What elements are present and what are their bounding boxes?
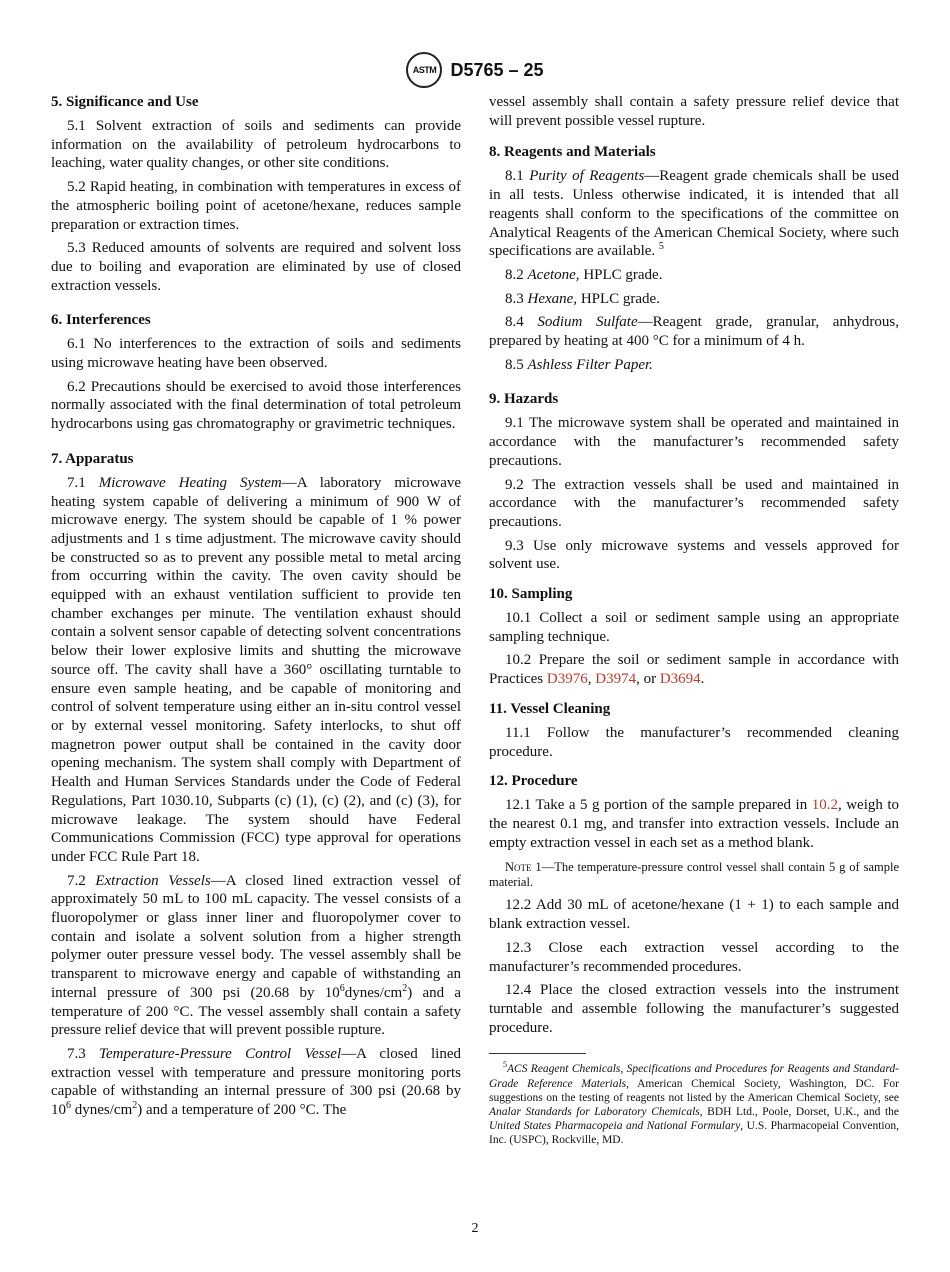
- footnote-5: $^5$ACS Reagent Chemicals, Specifications and Procedures for Reagents and Standard-Grade Reference Materials, American Chemical Society, Washington, DC. For suggestions on the testing of reagents not listed by the American Chemical Society, see Analar Standards for Laboratory Chemicals, BDH Ltd., Poole, Dorset, U.K., and the United States Pharmacopeia and National Formulary, U.S. Pharmacopeial Convention, Inc. (USPC), Rockville, MD.: [489, 1060, 899, 1147]
- paragraph-12-3: 12.3 Close each extraction vessel according to the manufacturer’s recommended procedures.: [489, 939, 899, 975]
- paragraph-8-2: 8.2 Acetone, HPLC grade.: [505, 266, 663, 283]
- paragraph-12-2: 12.2 Add 30 mL of acetone/hexane (1 + 1) to each sample and blank extraction vessel.: [489, 897, 899, 933]
- paragraph-9-1: 9.1 The microwave system shall be operated and maintained in accordance with the manufacturer’s recommended safety precautions.: [489, 415, 899, 469]
- section-heading: 7. Apparatus: [51, 450, 134, 467]
- section-heading: 9. Hazards: [489, 391, 559, 408]
- paragraph-8-1: 8.1 Purity of Reagents—Reagent grade chemicals shall be used in all tests. Unless otherwise indicated, it is intended that all reagents shall conform to the specifications of the committee on Analytical Reagents of the American Chemical Society, where such specifications are available. $^5$: [489, 168, 899, 260]
- section-6: [51, 311, 461, 434]
- section-heading: 5. Significance and Use: [51, 94, 199, 110]
- paragraph-11-1: 11.1 Follow the manufacturer’s recommended cleaning procedure.: [489, 724, 899, 760]
- paragraph-6-2: 6.2 Precautions should be exercised to avoid those interferences normally associated with the final determination of total petroleum hydrocarbons using gas chromatography or gravimetric techniques.: [51, 378, 461, 433]
- paragraph-8-4: 8.4 Sodium Sulfate—Reagent grade, granular, anhydrous, prepared by heating at 400 °C for a minimum of 4 h.: [489, 314, 899, 350]
- paragraph-7-3: 7.3 Temperature-Pressure Control Vessel—A closed lined extraction vessel with temperature and pressure monitoring ports capable of withstanding an internal pressure of 300 psi (20.68 by $10^6$ dynes/$cm^2$) and a temperature of 200 °C. The: [51, 1045, 462, 1119]
- paragraph-12-4: 12.4 Place the closed extraction vessels into the instrument turntable and assemble following the manufacturer’s suggested procedure.: [489, 982, 899, 1036]
- reference-link-d3974[interactable]: D3974: [595, 671, 637, 688]
- section-heading: 11. Vessel Cleaning: [489, 700, 611, 717]
- section-heading: 6. Interferences: [51, 312, 151, 329]
- paragraph-9-3: 9.3 Use only microwave systems and vessels approved for solvent use.: [489, 537, 899, 573]
- section-5: [51, 93, 461, 295]
- section-heading: 10. Sampling: [489, 586, 573, 603]
- paragraph-5-2: 5.2 Rapid heating, in combination with temperatures in excess of the atmospheric boiling point of acetone/hexane, reduces sample preparation or extraction times.: [51, 179, 461, 233]
- paragraph-6-1: 6.1 No interferences to the extraction of soils and sediments using microwave heating have been observed.: [51, 336, 461, 372]
- section-11: [489, 700, 899, 761]
- astm-logo-icon: ASTM: [406, 52, 442, 88]
- section-10: [489, 585, 899, 689]
- right-column: [489, 93, 899, 1148]
- reference-link-d3976[interactable]: D3976: [546, 671, 588, 688]
- page-number: 2: [471, 1221, 479, 1236]
- paragraph-5-1: 5.1 Solvent extraction of soils and sediments can provide information on the availability of petroleum hydrocarbons to leaching, water quality changes, or other site conditions.: [51, 118, 461, 172]
- section-7: [51, 450, 461, 1120]
- paragraph-7-2: 7.2 Extraction Vessels—A closed lined extraction vessel of approximately 50 mL to 100 mL capacity. The vessel consists of a fluoropolymer or glass inner liner and fluoropolymer cover to contain and isolate a solvent solution from a higher strength polymer outer pressure vessel body. The vessel assembly shall be transparent to microwave energy and capable of withstanding an internal pressure of 300 psi (20.68 by $10^6dynes/cm^2$) and a temperature of 200 °C. The vessel assembly shall contain a safety pressure relief device that will prevent possible rupture.: [51, 872, 462, 1039]
- paragraph-10-2: 10.2 Prepare the soil or sediment sample in accordance with Practices D3976, D3974, or D3694.: [489, 652, 899, 688]
- left-column: [51, 93, 461, 1136]
- paragraph-10-1: 10.1 Collect a soil or sediment sample using an appropriate sampling technique.: [489, 610, 899, 645]
- standard-designation: D5765 – 25: [450, 59, 544, 80]
- paragraph-8-3: 8.3 Hexane, HPLC grade.: [505, 290, 660, 307]
- paragraph-7-1: 7.1 Microwave Heating System—A laboratory microwave heating system capable of delivering a minimum of 900 W of microwave energy. The system should be capable of 1 % power adjustments and 1 s time adjustment. The microwave cavity should be constructed so as to prevent any possible metal to metal arcing from occurring within the cavity. The oven cavity should be equipped with an exhaust ventilation sufficient to provide ten chamber exchanges per minute. The ventilation exhaust should contain a solvent sensor capable of detecting solvent concentrations below their lower explosive limits and shutting the microwave source off. The cavity shall have a 360° oscillating turntable to ensure even sample heating, and be capable of monitoring and control of solvent temperature using either an in-situ control vessel or by external vessel monitoring. Safety interlocks, to shut off magnetron power output shall be contained in the cavity door opening mechanism. The system shall comply with Department of Health and Human Services Standards under the Code of Federal Regulations, Part 1030.10, Subparts (c) (1), (c) (2), and (c) (3), for microwave leakage. The system should have Federal Communications Commission (FCC) type approval for operations under FCC Rule Part 18.: [51, 474, 462, 865]
- section-heading: 8. Reagents and Materials: [489, 144, 656, 161]
- page-header: [0, 52, 950, 88]
- section-heading: 12. Procedure: [489, 773, 578, 790]
- section-8: [489, 143, 899, 374]
- note-1: Note 1—The temperature-pressure control vessel shall contain 5 g of sample material.: [489, 860, 899, 890]
- reference-link-10-2[interactable]: 10.2: [811, 797, 838, 814]
- paragraph-12-1: 12.1 Take a 5 g portion of the sample prepared in 10.2, weigh to the nearest 0.1 mg, and transfer into extraction vessels. Include an empty extraction vessel in each set as a method blank.: [489, 797, 900, 851]
- footnote-divider: [489, 1053, 586, 1054]
- section-12: [489, 772, 899, 1037]
- paragraph-7-3-continued: vessel assembly shall contain a safety pressure relief device that will prevent possible vessel rupture.: [489, 94, 899, 129]
- footnote-ref: 5: [658, 241, 664, 253]
- paragraph-5-3: 5.3 Reduced amounts of solvents are required and solvent loss due to boiling and evaporation are eliminated by use of closed extraction vessels.: [51, 240, 461, 294]
- paragraph-9-2: 9.2 The extraction vessels shall be used and maintained in accordance with the manufacturer’s recommended safety precautions.: [489, 476, 899, 530]
- reference-link-d3694[interactable]: D3694: [659, 671, 701, 688]
- section-9: [489, 390, 899, 574]
- paragraph-8-5: 8.5 Ashless Filter Paper.: [505, 356, 653, 373]
